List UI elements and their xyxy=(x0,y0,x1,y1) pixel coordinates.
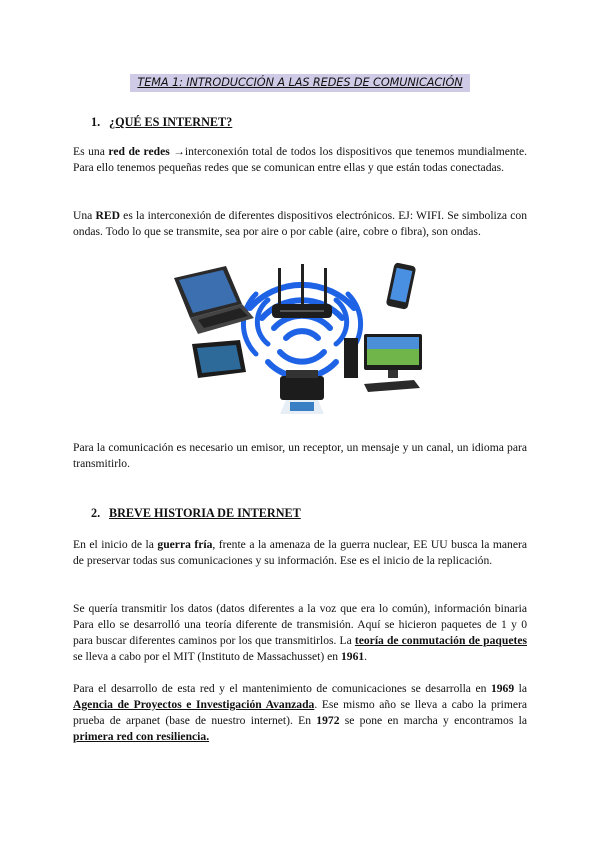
tablet-icon xyxy=(192,340,246,378)
text: →interconexión total de todos los dispositivos que tenemos mundialmente. Para ello tenemos pequeñas redes que se comunican entre ellas y que están todas conectadas. xyxy=(73,145,527,174)
bold-year: 1969 xyxy=(490,682,515,695)
text: se lleva a cabo por el MIT (Instituto de Massachusset) en xyxy=(73,650,341,663)
text: , frente a la amenaza de la guerra nuclear, EE UU busca la manera de preservar todas sus comunicaciones y su información. Ese es el inicio de la replicación. xyxy=(73,538,527,567)
section-2-heading xyxy=(91,505,301,521)
text: se pone en marcha y encontramos la xyxy=(339,714,527,727)
desktop-computer-icon xyxy=(344,334,422,392)
network-devices-illustration xyxy=(168,260,436,416)
paragraph-comunicacion: Para la comunicación es necesario un emisor, un receptor, un mensaje y un canal, un idioma para transmitirlo. xyxy=(73,441,527,470)
text: Para el desarrollo de esta red y el mantenimiento de comunicaciones se desarrolla en xyxy=(73,682,491,695)
bold-term: RED xyxy=(95,209,120,222)
paragraph-red-de-redes xyxy=(73,144,527,176)
bold-underlined-term: primera red con resiliencia. xyxy=(73,730,210,743)
text: . xyxy=(364,650,368,663)
text: . Ese mismo año se lleva a cabo la primera prueba de arpanet (base de nuestro internet). En xyxy=(73,698,527,727)
bold-year: 1961 xyxy=(340,650,365,663)
bold-term: red de redes xyxy=(108,145,170,158)
paragraph-arpanet xyxy=(73,681,527,745)
section-1-number: 1. xyxy=(91,115,101,129)
text: Se quería transmitir los datos (datos diferentes a la voz que era lo común), información binaria Para ello se desarrolló una teoría diferente de transmisión. Aquí se hicieron paquetes de 1 y 0 para buscar diferentes caminos por los que transmitirlos. La xyxy=(73,602,527,647)
bold-year: 1972 xyxy=(316,714,340,727)
text: Una xyxy=(73,209,96,222)
paragraph-conmutacion xyxy=(73,601,527,665)
paragraph-red-definition xyxy=(73,208,527,240)
smartphone-icon xyxy=(386,262,417,310)
text: la xyxy=(514,682,528,695)
printer-icon xyxy=(280,370,324,414)
bold-underlined-term: Agencia de Proyectos e Investigación Avanzada xyxy=(73,698,315,711)
bold-underlined-term: teoría de conmutación de paquetes xyxy=(354,634,527,647)
section-1-title: ¿QUÉ ES INTERNET? xyxy=(109,115,233,129)
text: En el inicio de la xyxy=(73,538,158,551)
bold-term: guerra fría xyxy=(157,538,213,551)
section-2-title: BREVE HISTORIA DE INTERNET xyxy=(109,506,301,520)
section-1-heading xyxy=(91,114,232,130)
section-2-number: 2. xyxy=(91,506,101,520)
page-title: TEMA 1: INTRODUCCIÓN A LAS REDES DE COMUNICACIÓN xyxy=(137,76,463,89)
text: es la interconexión de diferentes dispositivos electrónicos. EJ: WIFI. Se simboliza con ondas. Todo lo que se transmite, sea por aire o por cable (aire, cobre o fibra), son ondas. xyxy=(73,209,528,238)
paragraph-guerra-fria xyxy=(73,537,527,569)
text: Es una xyxy=(73,145,109,158)
title-highlight xyxy=(130,74,470,92)
